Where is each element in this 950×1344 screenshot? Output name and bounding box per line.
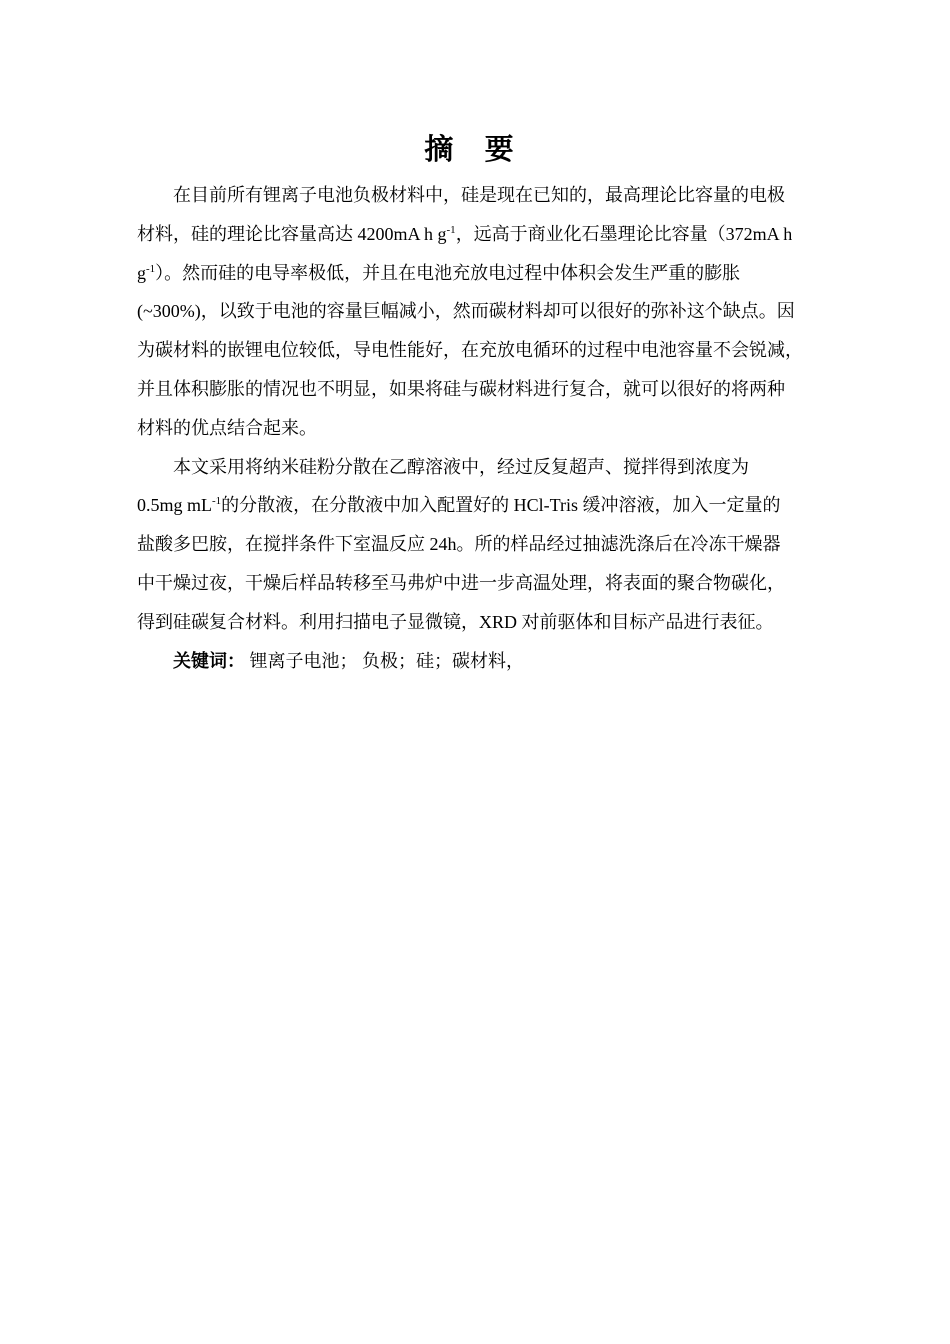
text-line: 在目前所有锂离子电池负极材料中，硅是现在已知的，最高理论比容量的电极 bbox=[173, 185, 785, 205]
text-line: (~300%)，以致于电池的容量巨幅减小，然而碳材料却可以很好的弥补这个缺点。因 bbox=[137, 301, 795, 322]
abstract-body bbox=[137, 176, 837, 680]
abstract-paragraph-2 bbox=[137, 448, 837, 642]
text-line: 并且体积膨胀的情况也不明显，如果将硅与碳材料进行复合，就可以很好的将两种 bbox=[137, 378, 785, 399]
keywords-value: 锂离子电池； 负极；硅；碳材料， bbox=[249, 650, 524, 671]
text-segment: ，远高于商业化石墨理论比容量（372mA h bbox=[455, 223, 793, 244]
text-line bbox=[137, 254, 837, 293]
text-segment: ）。然而硅的电导率极低，并且在电池充放电过程中体积会发生严重的膨胀 bbox=[155, 262, 741, 283]
page-title: 摘 要 bbox=[424, 134, 526, 166]
text-segment: g bbox=[137, 262, 146, 283]
keywords-line bbox=[137, 642, 837, 681]
text-line: 盐酸多巴胺，在搅拌条件下室温反应 24h。所的样品经过抽滤洗涤后在冷冻干燥器 bbox=[137, 534, 781, 555]
text-segment: 材料，硅的理论比容量高达 4200mA h g bbox=[137, 223, 447, 244]
text-line bbox=[137, 215, 837, 254]
text-line: 为碳材料的嵌锂电位较低，导电性能好，在充放电循环的过程中电池容量不会锐减， bbox=[137, 340, 803, 361]
text-line bbox=[137, 486, 837, 525]
text-line: 得到硅碳复合材料。利用扫描电子显微镜，XRD 对前驱体和目标产品进行表征。 bbox=[137, 611, 774, 632]
text-line: 材料的优点结合起来。 bbox=[137, 417, 317, 438]
superscript: -1 bbox=[446, 223, 456, 236]
abstract-paragraph-1 bbox=[137, 176, 837, 448]
superscript: -1 bbox=[212, 495, 222, 508]
keywords-label: 关键词： bbox=[173, 650, 245, 671]
superscript: -1 bbox=[146, 262, 156, 275]
text-line: 中干燥过夜，干燥后样品转移至马弗炉中进一步高温处理，将表面的聚合物碳化， bbox=[137, 572, 785, 593]
text-line: 本文采用将纳米硅粉分散在乙醇溶液中，经过反复超声、搅拌得到浓度为 bbox=[173, 456, 749, 477]
text-segment: 0.5mg mL bbox=[137, 495, 212, 516]
text-segment: 的分散液，在分散液中加入配置好的 HCl-Tris 缓冲溶液，加入一定量的 bbox=[221, 495, 781, 516]
